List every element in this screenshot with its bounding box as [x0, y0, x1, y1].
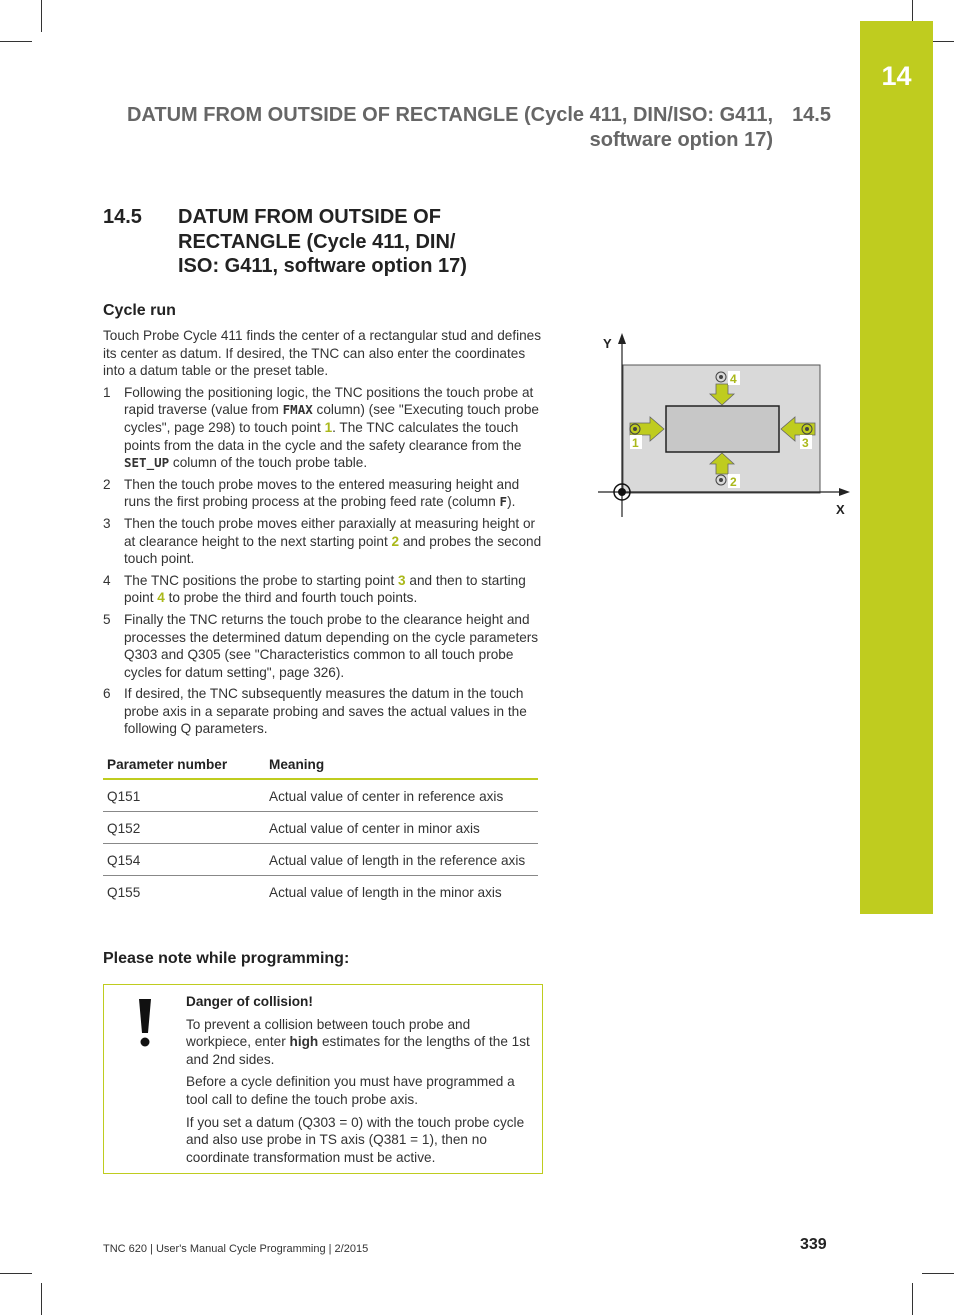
table-row	[103, 843, 538, 875]
warning-box	[103, 984, 543, 1174]
table-header-row	[103, 752, 538, 779]
column-header: Meaning	[265, 752, 538, 779]
note-heading: Please note while programming:	[103, 950, 350, 967]
crop-mark	[0, 1273, 32, 1274]
section-number: 14.5	[103, 206, 142, 228]
point-label-4: 4	[730, 372, 737, 386]
cycle-run-heading: Cycle run	[103, 302, 176, 319]
point-label-3: 3	[802, 436, 809, 450]
probe-diagram	[590, 328, 855, 523]
cycle-run-body	[103, 327, 543, 907]
datum-center	[618, 488, 626, 496]
section-title-line3: ISO: G411, software option 17)	[178, 255, 467, 277]
crop-mark	[922, 1273, 954, 1274]
table-cell: Actual value of center in reference axis	[265, 779, 538, 812]
x-axis-label: X	[836, 502, 845, 517]
parameter-table	[103, 752, 538, 907]
point-label-2: 2	[730, 475, 737, 489]
section-title-line1: DATUM FROM OUTSIDE OF	[178, 206, 441, 228]
column-header: Parameter number	[103, 752, 265, 779]
crop-mark	[912, 1283, 913, 1315]
running-head-section-number: 14.5	[792, 104, 831, 126]
running-head-line1: DATUM FROM OUTSIDE OF RECTANGLE (Cycle 411, DIN/ISO: G411,	[126, 104, 773, 126]
warning-paragraph: Before a cycle definition you must have programmed a tool call to define the touch probe axis.	[186, 1074, 515, 1107]
section-title-line2: RECTANGLE (Cycle 411, DIN/	[178, 230, 456, 253]
table-row	[103, 779, 538, 812]
table-cell: Q154	[103, 843, 265, 875]
rectangular-stud	[666, 406, 779, 452]
running-head	[100, 103, 835, 153]
running-head-line2: software option 17)	[589, 129, 773, 151]
chapter-tab	[860, 21, 933, 914]
table-row	[103, 875, 538, 907]
warning-title: Danger of collision!	[186, 994, 313, 1009]
chapter-number: 14	[881, 61, 912, 91]
table-cell: Q155	[107, 884, 141, 900]
table-row	[103, 811, 538, 843]
point-label-1: 1	[632, 436, 639, 450]
table-cell: Actual value of length in the reference axis	[265, 843, 538, 875]
list-item: 2 Then the touch probe moves to the entered measuring height and runs the first probing process at the probing feed rate (column F).	[103, 476, 520, 510]
table-cell: Q151	[103, 779, 265, 812]
footer-text: TNC 620 | User's Manual Cycle Programming | 2/2015	[103, 1243, 369, 1255]
cycle-run-intro: Touch Probe Cycle 411 finds the center of a rectangular stud and defines its center as datum. If desired, the TNC can also enter the coordinates into a datum table or the preset table.	[103, 328, 542, 379]
list-item: 5 Finally the TNC returns the touch probe to the clearance height and processes the determined datum depending on the cycle parameters Q303 and Q305 (see "Characteristics common to all touch probe cycles for datum setting", page 326).	[103, 611, 539, 680]
warning-text	[186, 993, 536, 1171]
table-cell: Q152	[103, 811, 265, 843]
y-axis-arrow	[618, 333, 626, 344]
page-number: 339	[800, 1236, 827, 1253]
crop-mark	[0, 41, 32, 42]
list-item: 1 Following the positioning logic, the TNC positions the touch probe at rapid traverse (value from FMAX column) (see "Executing touch probe cycles", page 298) to touch point 1. The TNC calculates the touch points from the data in the cycle and the safety clearance from the SET_UP column of the touch probe table.	[103, 384, 539, 471]
cycle-steps-list	[103, 384, 543, 738]
table-cell: Actual value of center in minor axis	[265, 811, 538, 843]
warning-paragraph: To prevent a collision between touch probe and workpiece, enter high estimates for the lengths of the 1st and 2nd sides.	[186, 1016, 530, 1067]
list-item: 4 The TNC positions the probe to starting point 3 and then to starting point 4 to probe the third and fourth touch points.	[103, 572, 526, 606]
table-cell: Actual value of length in the minor axis	[269, 884, 502, 900]
exclamation-icon	[135, 997, 155, 1047]
warning-paragraph: If you set a datum (Q303 = 0) with the touch probe cycle and also use probe in TS axis (Q381 = 1), then no coordinate transformation must be active.	[186, 1114, 525, 1165]
y-axis-label: Y	[603, 336, 612, 351]
list-item: 3 Then the touch probe moves either paraxially at measuring height or at clearance height to the next starting point 2 and probes the second touch point.	[103, 515, 542, 567]
list-item: 6 If desired, the TNC subsequently measures the datum in the touch probe axis in a separate probing and saves the actual values in the following Q parameters.	[103, 686, 527, 737]
crop-mark	[41, 0, 42, 32]
crop-mark	[41, 1283, 42, 1315]
x-axis-arrow	[839, 488, 850, 496]
